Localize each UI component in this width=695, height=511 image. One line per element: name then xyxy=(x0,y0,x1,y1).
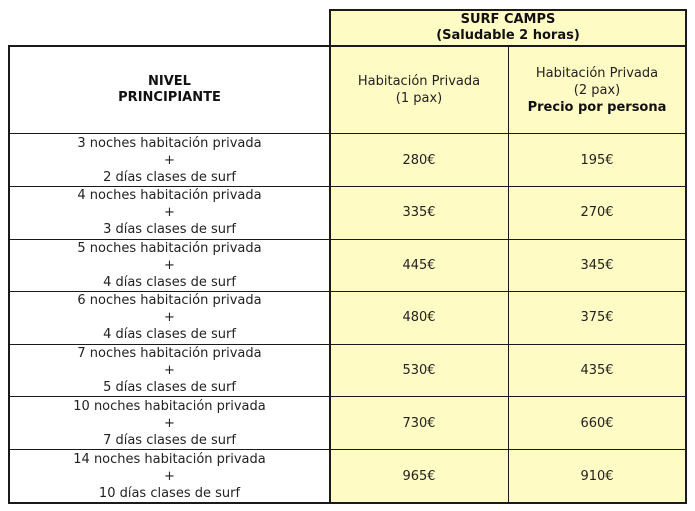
col-2pax-header xyxy=(508,46,686,134)
days-text: 3 días clases de surf xyxy=(103,222,236,238)
price-1pax: 480€ xyxy=(402,310,436,326)
price-2pax: 375€ xyxy=(580,310,614,326)
grid-line-row xyxy=(8,396,687,397)
grid-line-left xyxy=(8,45,10,504)
plus-sign: + xyxy=(164,363,175,379)
camp-title-cell xyxy=(330,10,686,46)
package-description xyxy=(9,239,330,292)
grid-line-header-mid xyxy=(8,45,687,47)
package-description xyxy=(9,397,330,450)
days-text: 5 días clases de surf xyxy=(103,380,236,396)
col-2pax-line1: Habitación Privada xyxy=(535,65,659,81)
days-text: 10 días clases de surf xyxy=(98,485,241,501)
plus-sign: + xyxy=(164,415,175,431)
grid-line-top-header xyxy=(330,9,687,11)
grid-line-row xyxy=(8,344,687,345)
col-1pax-header xyxy=(330,46,508,134)
package-description xyxy=(9,292,330,345)
camp-title: SURF CAMPS xyxy=(460,12,556,27)
grid-line-price-split xyxy=(508,46,509,503)
grid-line-row xyxy=(8,291,687,292)
col-1pax-line1: Habitación Privada xyxy=(357,74,481,89)
nights-text: 14 noches habitación privada xyxy=(73,451,266,467)
nights-text: 4 noches habitación privada xyxy=(77,188,262,204)
price-2pax: 345€ xyxy=(580,257,614,273)
price-1pax: 335€ xyxy=(402,205,436,221)
col-1pax-line2: (1 pax) xyxy=(395,91,443,106)
package-description xyxy=(9,449,330,503)
camp-subtitle: (Saludable 2 horas) xyxy=(436,28,580,43)
col-2pax-line3: Precio por persona xyxy=(527,99,667,115)
days-text: 4 días clases de surf xyxy=(103,274,236,290)
price-2pax: 435€ xyxy=(580,363,614,379)
price-1pax: 280€ xyxy=(402,152,436,168)
nights-text: 3 noches habitación privada xyxy=(77,135,262,151)
package-description xyxy=(9,187,330,240)
price-1pax: 530€ xyxy=(402,363,436,379)
grid-line-bottom xyxy=(8,502,687,504)
package-description xyxy=(9,134,330,187)
price-1pax: 445€ xyxy=(402,257,436,273)
grid-line-row xyxy=(8,449,687,450)
level-label-line1: NIVEL xyxy=(148,74,191,89)
price-2pax: 270€ xyxy=(580,205,614,221)
grid-line-row xyxy=(8,186,687,187)
price-2pax: 195€ xyxy=(580,152,614,168)
plus-sign: + xyxy=(164,152,175,168)
level-header-cell xyxy=(9,46,330,134)
package-description xyxy=(9,344,330,397)
plus-sign: + xyxy=(164,310,175,326)
grid-line-right xyxy=(685,9,687,504)
nights-text: 5 noches habitación privada xyxy=(77,240,262,256)
grid-line-row xyxy=(8,239,687,240)
level-label-line2: PRINCIPIANTE xyxy=(118,90,221,105)
days-text: 2 días clases de surf xyxy=(103,169,236,185)
grid-line-col-split xyxy=(329,9,331,504)
days-text: 7 días clases de surf xyxy=(103,432,236,448)
price-1pax: 965€ xyxy=(402,468,436,484)
nights-text: 6 noches habitación privada xyxy=(77,293,262,309)
price-2pax: 660€ xyxy=(580,415,614,431)
nights-text: 7 noches habitación privada xyxy=(77,346,262,362)
col-2pax-line2: (2 pax) xyxy=(573,82,621,98)
nights-text: 10 noches habitación privada xyxy=(73,398,266,414)
days-text: 4 días clases de surf xyxy=(103,327,236,343)
price-1pax: 730€ xyxy=(402,415,436,431)
price-2pax: 910€ xyxy=(580,468,614,484)
grid-line-header-bottom xyxy=(8,133,687,134)
plus-sign: + xyxy=(164,468,175,484)
plus-sign: + xyxy=(164,257,175,273)
plus-sign: + xyxy=(164,205,175,221)
